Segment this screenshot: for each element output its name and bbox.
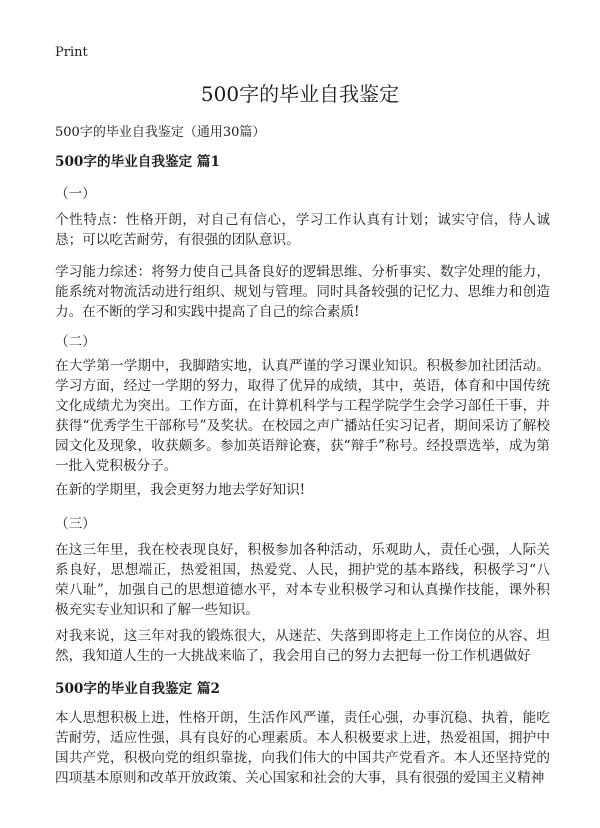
subsection-marker-1: （一）	[55, 186, 96, 202]
section-heading-2: 500字的毕业自我鉴定 篇2	[55, 681, 220, 697]
page-title: 500字的毕业自我鉴定	[200, 82, 400, 106]
section-heading-1: 500字的毕业自我鉴定 篇1	[55, 154, 220, 170]
print-link[interactable]: Print	[55, 45, 88, 60]
document-subtitle: 500字的毕业自我鉴定（通用30篇）	[55, 125, 266, 140]
paragraph: 在新的学期里，我会更努力地去学好知识!	[55, 482, 306, 498]
paragraph: 学习能力综述：将努力使自己具备良好的逻辑思维、分析事实、数字处理的能力，能系统对物流活动进行组织、规划与管理。同时具备较强的记忆力、思维力和创造力。在不断的学习和实践中提高了自己的综合素质!	[55, 264, 550, 320]
subsection-marker-2: （二）	[55, 334, 96, 350]
paragraph: 在这三年里，我在校表现良好，积极参加各种活动，乐观助人，责任心强，人际关系良好，思想端正，热爱祖国，热爱党、人民，拥护党的基本路线，积极学习“八荣八耻”，加强自己的思想道德水平，对本专业积极学习和认真操作技能，课外积极充实专业知识和了解一些知识。	[55, 542, 550, 618]
subsection-marker-3: （三）	[55, 516, 96, 532]
paragraph: 本人思想积极上进，性格开朗，生活作风严谨，责任心强，办事沉稳、执着，能吃苦耐劳，适应性强，具有良好的心理素质。本人积极要求上进，热爱祖国，拥护中国共产党，积极向党的组织靠拢，向我们伟大的中国共产党看齐。本人还坚持党的四项基本原则和改革开放政策、关心国家和社会的大事，具有很强的爱国主义精神	[55, 710, 550, 786]
paragraph: 在大学第一学期中，我脚踏实地，认真严谨的学习课业知识。积极参加社团活动。学习方面，经过一学期的努力，取得了优异的成绩，其中，英语，体育和中国传统文化成绩尤为突出。工作方面，在计算机科学与工程学院学生会学习部任干事，并获得“优秀学生干部称号”及奖状。在校园之声广播站任实习记者，期间采访了解校园文化及现象，收获颇多。参加英语辩论赛，获“辩手”称号。经投票选举，成为第一批入党积极分子。	[55, 358, 550, 474]
paragraph: 对我来说，这三年对我的锻炼很大，从迷茫、失落到即将走上工作岗位的从容、坦然，我知道人生的一大挑战来临了，我会用自己的努力去把每一份工作机遇做好	[55, 628, 550, 664]
paragraph: 个性特点：性格开朗，对自己有信心，学习工作认真有计划；诚实守信，待人诚恳；可以吃苦耐劳，有很强的团队意识。	[55, 212, 550, 248]
